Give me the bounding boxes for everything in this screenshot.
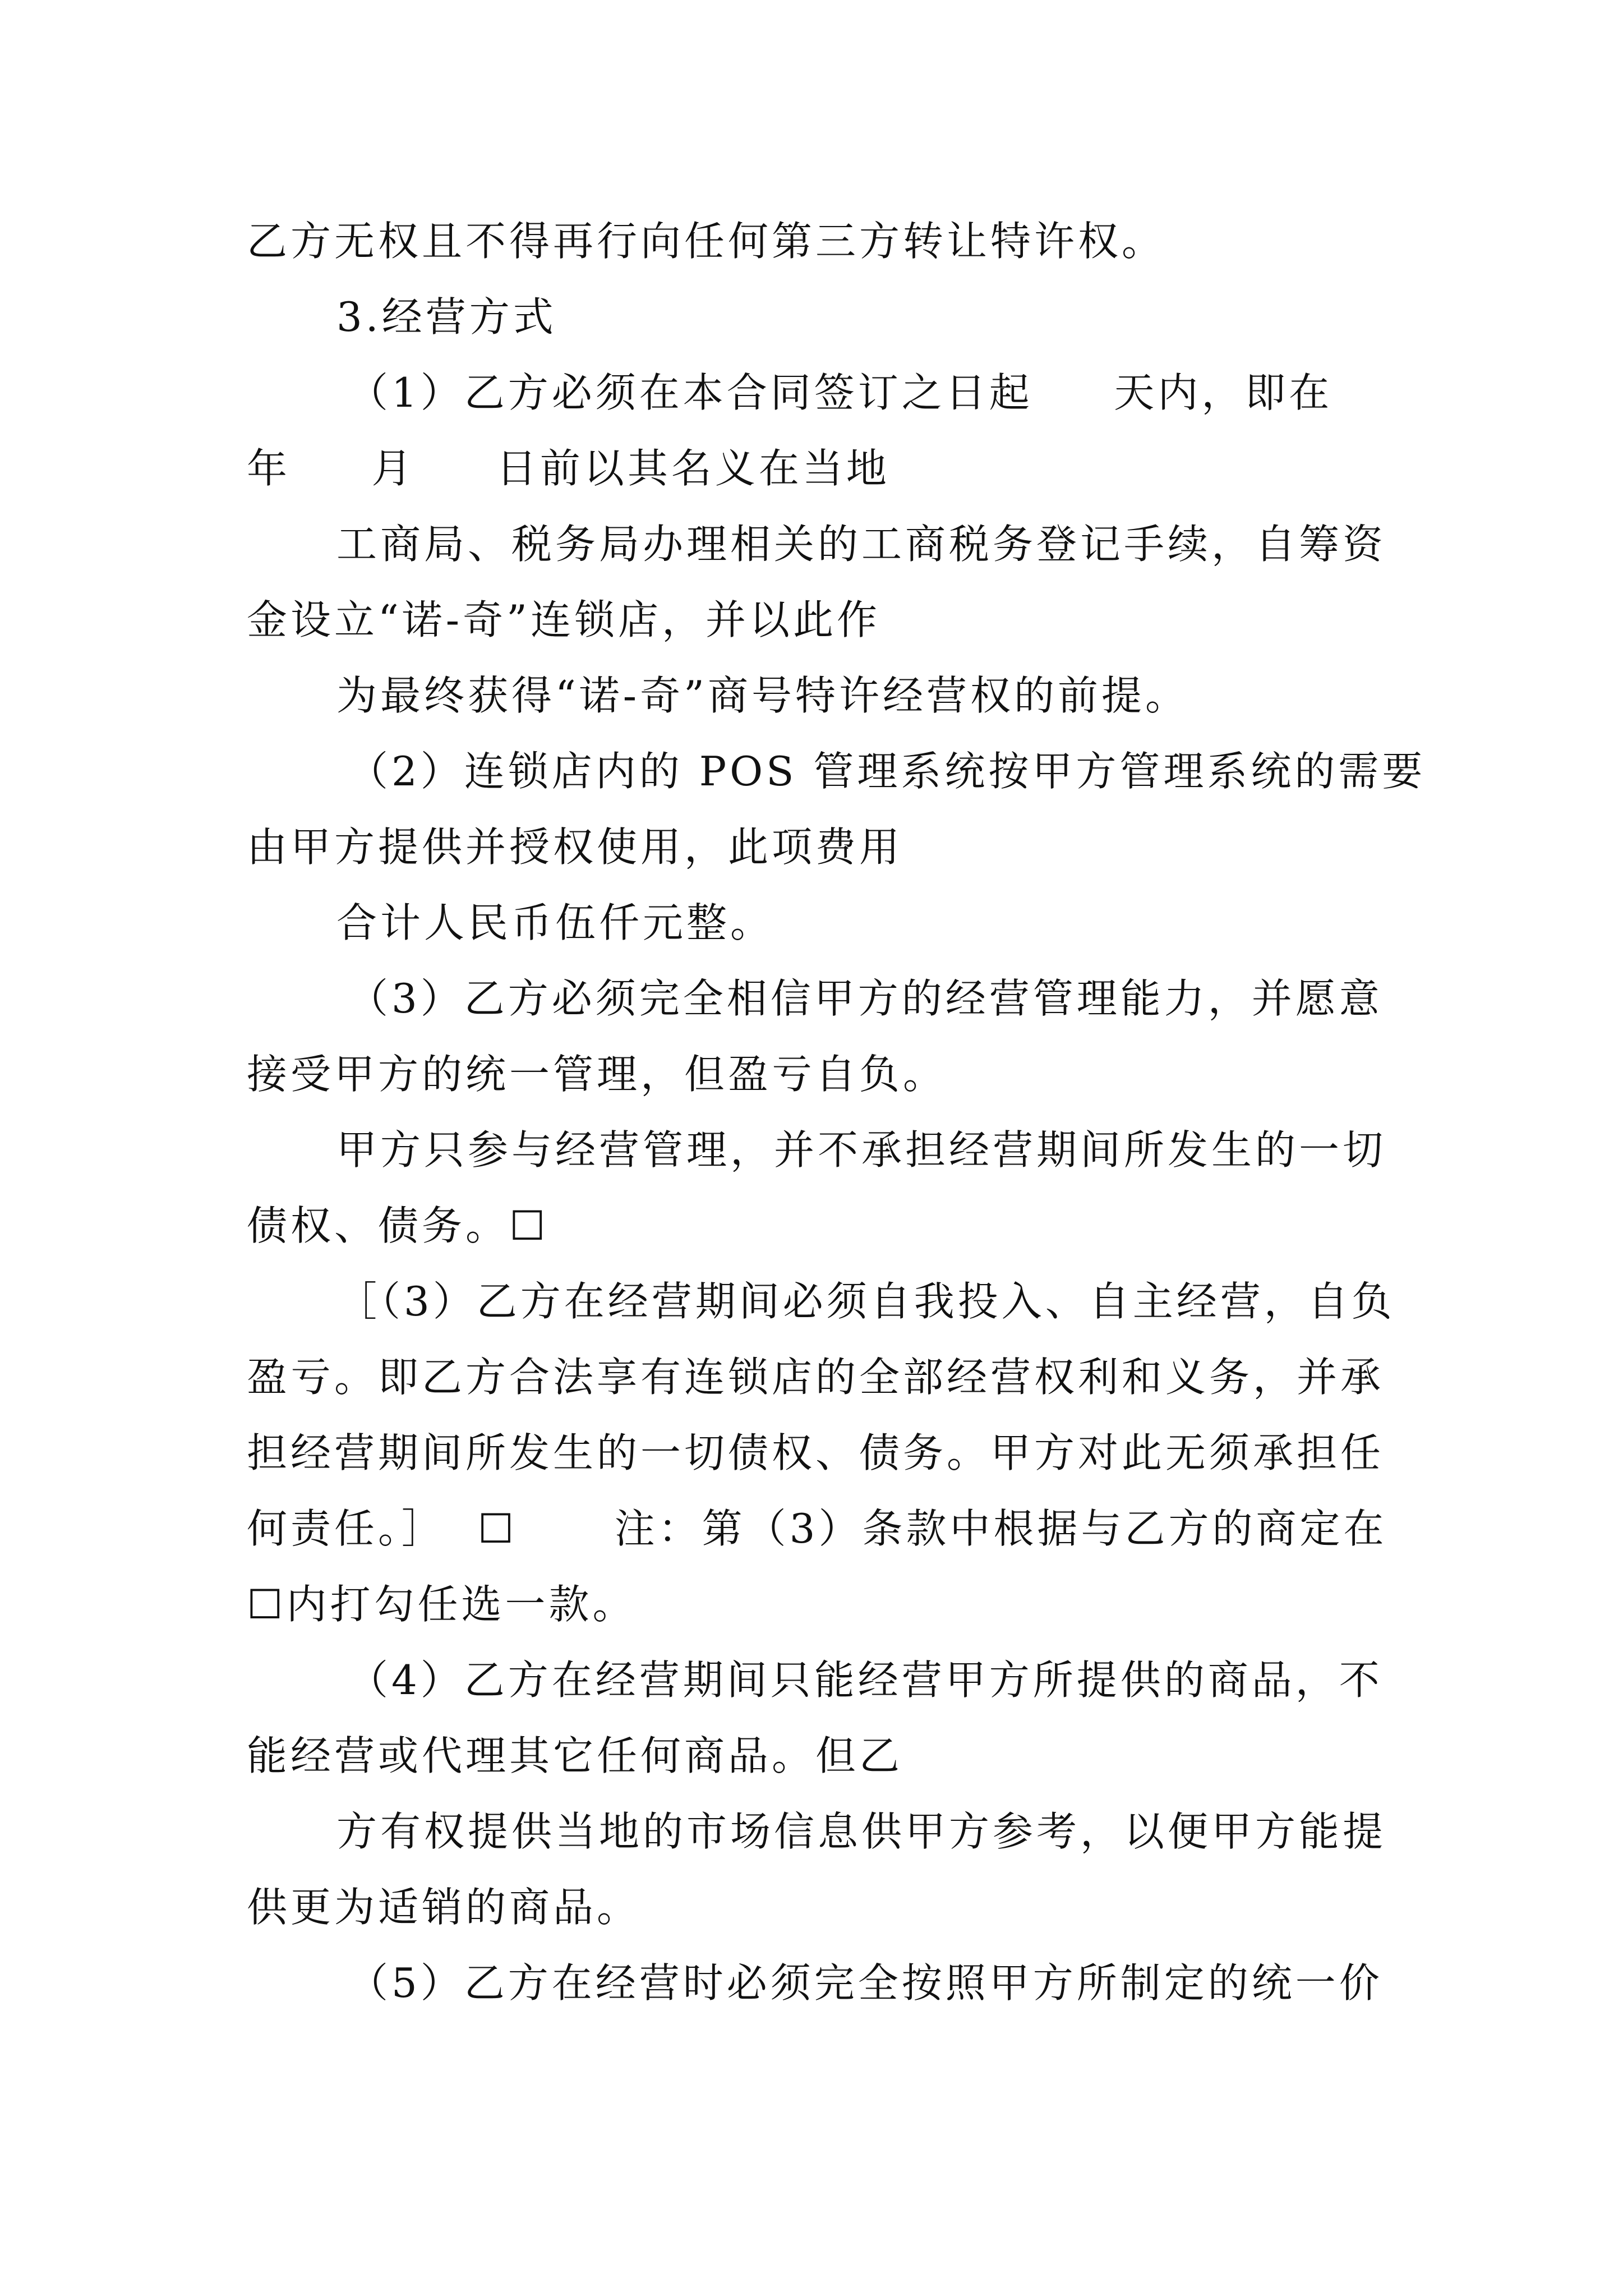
text-line: 供更为适销的商品。 <box>247 1884 641 1931</box>
text-line: 接受甲方的统一管理，但盈亏自负。 <box>247 1051 947 1098</box>
text-line: 债权、债务。☐ <box>247 1202 549 1249</box>
text-line: ☐内打勾任选一款。 <box>247 1581 637 1628</box>
text-line: （5）乙方在经营时必须完全按照甲方所制定的统一价 <box>348 1959 1383 2007</box>
text-line: 年 月 日前以其名义在当地 <box>247 445 890 492</box>
section-heading: 3.经营方式 <box>336 293 557 341</box>
text-line: 担经营期间所发生的一切债权、债务。甲方对此无须承担任 <box>247 1429 1385 1476</box>
text-line: 合计人民币伍仟元整。 <box>336 899 774 946</box>
text-line: 甲方只参与经营管理，并不承担经营期间所发生的一切 <box>336 1126 1387 1174</box>
text-line: 乙方无权且不得再行向任何第三方转让特许权。 <box>247 218 1166 265</box>
text-line: 金设立“诺-奇”连锁店，并以此作 <box>247 596 880 643</box>
text-line: 方有权提供当地的市场信息供甲方参考，以便甲方能提 <box>336 1808 1387 1855</box>
text-line: 由甲方提供并授权使用，此项费用 <box>247 823 903 871</box>
text-line: 工商局、税务局办理相关的工商税务登记手续，自筹资 <box>336 521 1387 568</box>
text-line: 盈亏。即乙方合法享有连锁店的全部经营权利和义务，并承 <box>247 1354 1385 1401</box>
text-line: ［（3）乙方在经营期间必须自我投入、自主经营，自负 <box>336 1278 1395 1325</box>
text-line: （1）乙方必须在本合同签订之日起 天内，即在 <box>348 369 1333 416</box>
text-line: 何责任。］ ☐ 注：第（3）条款中根据与乙方的商定在 <box>247 1505 1387 1552</box>
text-line: 为最终获得“诺-奇”商号特许经营权的前提。 <box>336 672 1189 719</box>
text-line: （2）连锁店内的 POS 管理系统按甲方管理系统的需要 <box>348 748 1426 795</box>
text-line: 能经营或代理其它任何商品。但乙 <box>247 1732 903 1779</box>
text-line: （3）乙方必须完全相信甲方的经营管理能力，并愿意 <box>348 975 1383 1022</box>
text-line: （4）乙方在经营期间只能经营甲方所提供的商品，不 <box>348 1657 1383 1704</box>
